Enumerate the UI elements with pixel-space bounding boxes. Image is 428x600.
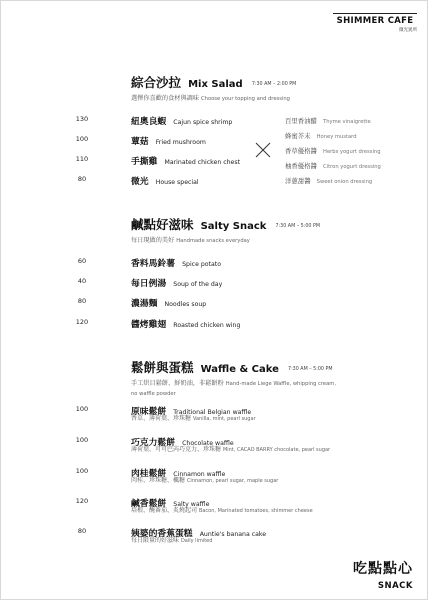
menu-item <box>1 315 428 329</box>
section-waffle-cake <box>131 360 389 399</box>
description-zh: 選擇你喜歡的食材與調味 <box>131 95 200 102</box>
menu-item <box>1 274 428 288</box>
section-title-en: Mix Salad <box>188 79 243 90</box>
menu-item <box>1 433 428 457</box>
item-name-en: Auntie's banana cake <box>199 531 267 538</box>
dressing-en: Thyme vinaigrette <box>323 119 371 125</box>
description-en: Handmade snacks everyday <box>176 238 250 244</box>
combine-cross-icon <box>255 142 271 158</box>
item-ingredients <box>131 476 278 486</box>
dressing-zh: 百里香油醋 <box>285 117 317 125</box>
dressing-item <box>285 173 372 187</box>
cafe-logo <box>333 13 417 33</box>
description-zh: 每日現做的美好 <box>131 237 175 244</box>
item-name-zh: 蕈菇 <box>131 137 149 147</box>
item-name-en: Soup of the day <box>173 281 223 288</box>
item-name <box>131 172 199 189</box>
logo-name: SHIMMER CAFE <box>336 16 414 26</box>
dressing-en: Sweet onion dressing <box>316 179 373 185</box>
section-mix-salad <box>131 75 389 104</box>
ingredients-zh: 培根、醃番茄、炙燒起司 <box>131 507 198 514</box>
menu-item <box>1 294 428 308</box>
item-name-zh: 原味鬆餅 <box>131 407 167 417</box>
item-name <box>131 112 232 129</box>
section-title <box>131 360 389 377</box>
item-name-zh: 鹹香鬆餅 <box>131 499 167 509</box>
section-title-zh: 綜合沙拉 <box>131 75 182 90</box>
section-description <box>131 236 389 246</box>
item-name <box>131 132 206 149</box>
dressing-item <box>285 158 381 172</box>
page-footer <box>353 558 413 591</box>
item-ingredients <box>131 414 256 424</box>
item-price: 130 <box>75 115 89 123</box>
dressing-zh: 蜂蜜芥末 <box>285 132 311 140</box>
item-name-zh: 濃湯麵 <box>131 299 158 309</box>
item-name-en: Roasted chicken wing <box>173 322 241 329</box>
item-name <box>131 152 240 169</box>
item-price: 100 <box>75 405 89 413</box>
ingredients-en: Bacon, Marinated tomatoes, shimmer cheese <box>198 508 313 514</box>
ingredients-en: Vanilla, mint, pearl sugar <box>192 416 256 422</box>
dressing-en: Herbs yogurt dressing <box>323 149 381 155</box>
item-name <box>131 315 240 332</box>
item-name-zh: 手撕雞 <box>131 157 158 167</box>
ingredients-zh: 肉桂、珍珠糖、楓糖 <box>131 477 186 484</box>
item-name-zh: 姨婆的香蕉蛋糕 <box>131 529 193 539</box>
section-hours: 7:30 AM – 5:00 PM <box>275 224 321 229</box>
description-en: Choose your topping and dressing <box>201 96 290 102</box>
section-title-en: Waffle & Cake <box>200 364 279 375</box>
item-name <box>131 294 206 311</box>
item-price: 100 <box>75 467 89 475</box>
item-name-zh: 肉桂鬆餅 <box>131 469 167 479</box>
section-title <box>131 217 389 234</box>
section-description <box>131 379 389 399</box>
section-hours: 7:30 AM – 2:00 PM <box>251 82 297 87</box>
dressing-item <box>285 143 381 157</box>
item-name-zh: 紐奧良蝦 <box>131 117 167 127</box>
description-zh: 手工烘目鬆餅、鮮奶油，非鬆餅粉 <box>131 380 224 387</box>
item-price: 40 <box>77 277 87 285</box>
menu-item <box>1 402 428 426</box>
item-ingredients <box>131 506 313 516</box>
ingredients-zh: 香草、薄荷葉、珍珠糖 <box>131 415 192 422</box>
ingredients-zh: 每日限量的好滋味 <box>131 537 180 544</box>
dressing-zh: 香草優格醬 <box>285 147 317 155</box>
section-title-en: Salty Snack <box>200 221 267 232</box>
section-title <box>131 75 389 92</box>
item-name-zh: 香料馬鈴薯 <box>131 259 175 269</box>
item-name-en: Spice potato <box>182 261 221 268</box>
item-price: 80 <box>77 527 87 535</box>
item-name <box>131 254 221 271</box>
menu-item <box>1 254 428 268</box>
item-name-en: Salty waffle <box>173 501 210 508</box>
item-name-en: Chocolate waffle <box>182 440 234 447</box>
ingredients-en: Cinnamon, pearl sugar, maple sugar <box>186 478 279 484</box>
item-price: 80 <box>77 297 87 305</box>
item-price: 60 <box>77 257 87 265</box>
item-price: 100 <box>75 135 89 143</box>
ingredients-en: Daily limited <box>180 538 213 544</box>
section-salty-snack <box>131 217 389 246</box>
section-title-zh: 鬆餅與蛋糕 <box>131 360 194 375</box>
item-price: 120 <box>75 497 89 505</box>
description-en: Hand-made Liege Waffle, whipping cream, <box>225 381 336 387</box>
menu-item <box>1 524 428 548</box>
item-name-en: Cajun spice shrimp <box>173 119 233 126</box>
dressing-zh: 柚香優格醬 <box>285 162 317 170</box>
item-name-zh: 醬烤雞翅 <box>131 320 167 330</box>
section-title-zh: 鹹點好滋味 <box>131 217 194 232</box>
item-name-en: House special <box>155 179 199 186</box>
section-description <box>131 94 389 104</box>
logo-sub: 微光異所 <box>399 28 417 33</box>
item-name-en: Cinnamon waffle <box>173 471 226 478</box>
item-price: 120 <box>75 318 89 326</box>
menu-item <box>1 494 428 518</box>
section-hours: 7:30 AM – 5:00 PM <box>288 367 333 372</box>
item-ingredients <box>131 536 212 546</box>
item-price: 80 <box>77 175 87 183</box>
item-name-zh: 每日例湯 <box>131 279 167 289</box>
logo-bar <box>333 13 417 14</box>
item-name-zh: 微光 <box>131 177 149 187</box>
ingredients-zh: 薄荷葉、可可巴芮巧克力、珍珠糖 <box>131 446 222 453</box>
dressing-en: Citron yogurt dressing <box>323 164 381 170</box>
item-name-zh: 巧克力鬆餅 <box>131 438 175 448</box>
ingredients-en: Mint, CACAO BARRY chocolate, pearl sugar <box>222 447 331 453</box>
item-price: 100 <box>75 436 89 444</box>
item-name-en: Fried mushroom <box>155 139 206 146</box>
dressing-zh: 洋蔥甜醬 <box>285 177 311 185</box>
item-name <box>131 274 222 291</box>
menu-item <box>1 464 428 488</box>
description-en-cont: no waffle powder <box>131 391 176 397</box>
item-name-en: Noodles soup <box>164 301 207 308</box>
item-ingredients <box>131 445 330 455</box>
footer-title-zh: 吃點點心 <box>353 561 413 577</box>
item-price: 110 <box>75 155 89 163</box>
dressing-en: Honey mustard <box>316 134 357 140</box>
dressing-item <box>285 113 371 127</box>
footer-title-en: SNACK <box>377 581 413 591</box>
item-name-en: Traditional Belgian waffle <box>173 409 252 416</box>
item-name-en: Marinated chicken chest <box>164 159 241 166</box>
